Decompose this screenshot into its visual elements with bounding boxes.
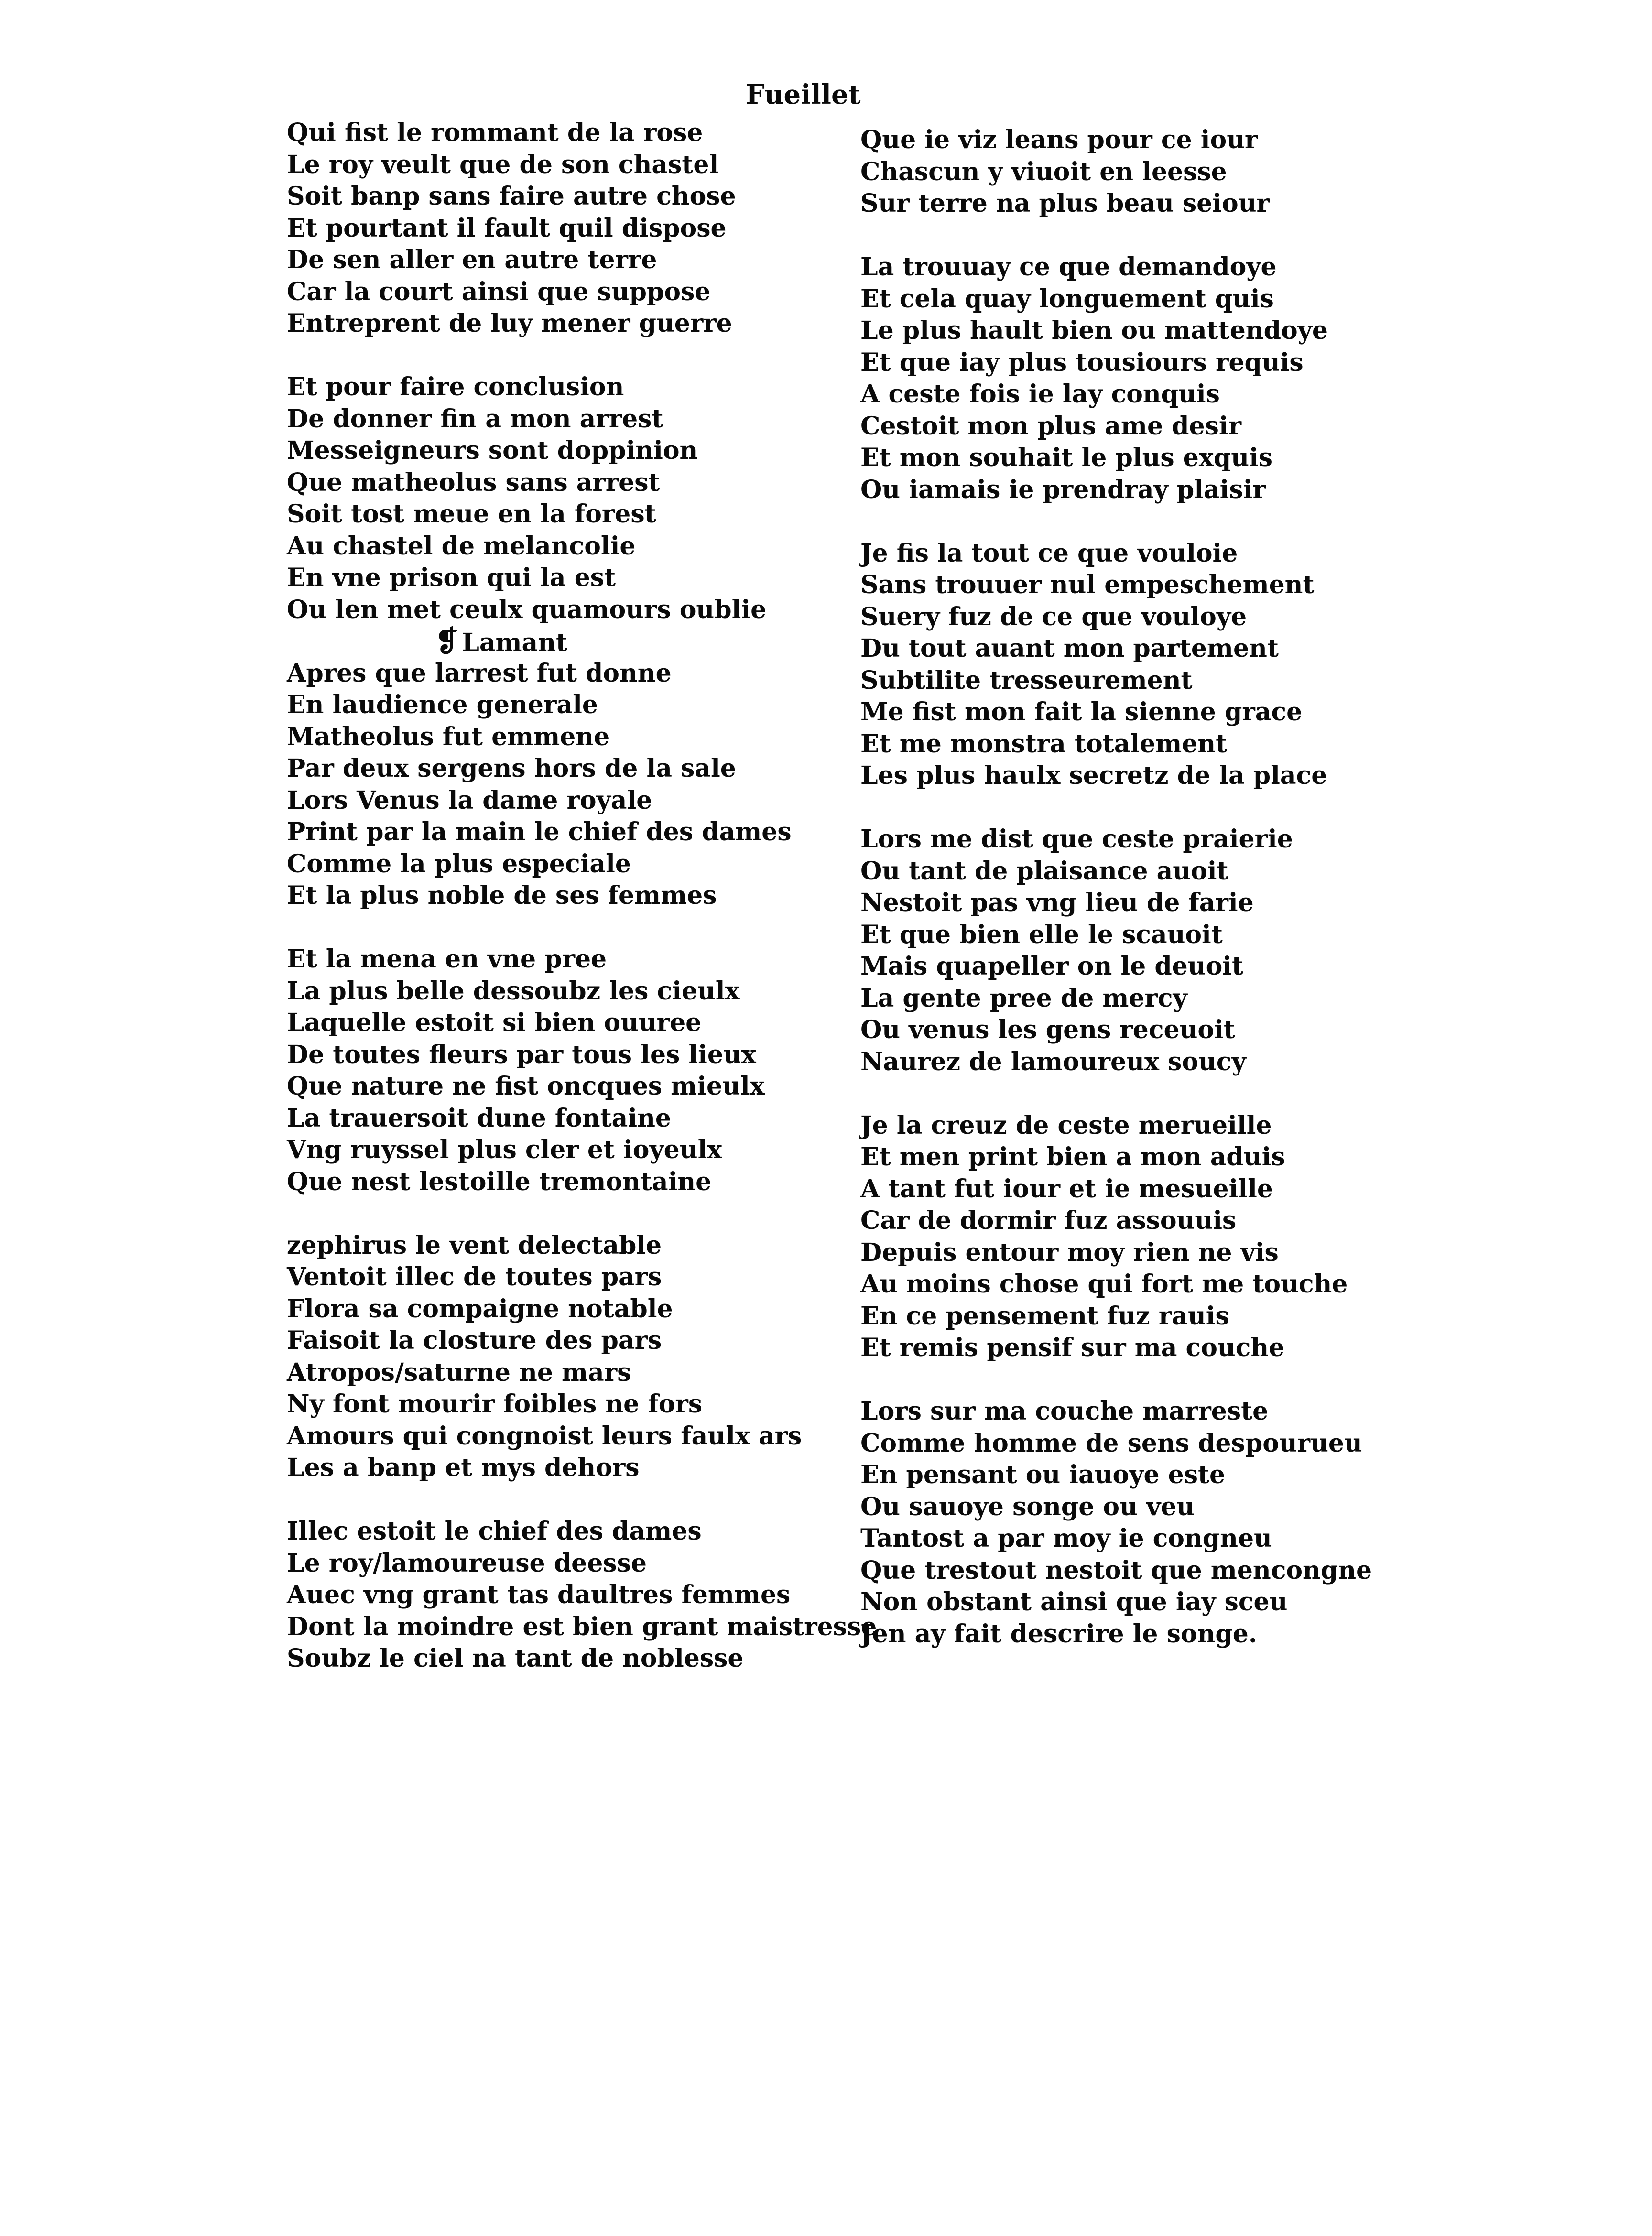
verse-line: Lors me dist que ceste praierie (860, 825, 1293, 854)
verse-line: Amours qui congnoist leurs faulx ars (287, 1421, 802, 1451)
verse-line: Et pourtant il fault quil dispose (287, 213, 727, 243)
stanza-break (860, 1364, 1372, 1396)
stanza-break (287, 340, 877, 372)
verse-line: Subtilite tresseurement (860, 665, 1193, 695)
verse-line: zephirus le vent delectable (287, 1230, 662, 1260)
pilcrow-mark: ❡ (435, 625, 459, 658)
verse-line: La trouuay ce que demandoye (860, 252, 1277, 282)
verse-line: Que matheolus sans arrest (287, 467, 660, 497)
verse-line: Par deux sergens hors de la sale (287, 754, 736, 783)
verse-line: Non obstant ainsi que iay sceu (860, 1587, 1288, 1617)
verse-line: Ny font mourir foibles ne fors (287, 1389, 703, 1419)
verse-line: Entreprent de luy mener guerre (287, 309, 732, 338)
verse-line: Faisoit la closture des pars (287, 1326, 662, 1355)
verse-line: Jen ay fait descrire le songe. (860, 1619, 1257, 1649)
verse-line: Vng ruyssel plus cler et ioyeulx (287, 1135, 722, 1164)
stanza-break (860, 220, 1372, 252)
verse-line: Flora sa compaigne notable (287, 1294, 673, 1324)
verse-line: Et pour faire conclusion (287, 372, 624, 402)
stanza-break (287, 912, 877, 944)
verse-line: Soit tost meue en la forest (287, 499, 656, 529)
verse-line: Les a banp et mys dehors (287, 1453, 640, 1482)
verse-line: Qui fist le rommant de la rose (287, 118, 703, 147)
left-column (287, 117, 877, 1675)
verse-line: Cestoit mon plus ame desir (860, 411, 1242, 441)
stanza-break (860, 792, 1372, 824)
verse-line: Ou tant de plaisance auoit (860, 856, 1228, 886)
verse-line: Matheolus fut emmene (287, 722, 610, 751)
verse-line: De donner fin a mon arrest (287, 404, 663, 434)
verse-line: Naurez de lamoureux soucy (860, 1047, 1246, 1076)
verse-line: Print par la main le chief des dames (287, 817, 792, 847)
verse-line: Et que bien elle le scauoit (860, 920, 1223, 949)
verse-line: Sur terre na plus beau seiour (860, 189, 1270, 218)
verse-line: Car la court ainsi que suppose (287, 277, 711, 306)
verse-line: Ou iamais ie prendray plaisir (860, 475, 1266, 504)
verse-line: En laudience generale (287, 690, 598, 719)
verse-line: Je fis la tout ce que vouloie (860, 538, 1238, 568)
verse-line: Les plus haulx secretz de la place (860, 761, 1327, 790)
verse-line: De toutes fleurs par tous les lieux (287, 1040, 756, 1069)
verse-line: Et remis pensif sur ma couche (860, 1333, 1285, 1362)
stanza-break (287, 1484, 877, 1516)
verse-line: La plus belle dessoubz les cieulx (287, 976, 740, 1006)
running-header: Fueillet (746, 79, 861, 110)
verse-line: A ceste fois ie lay conquis (860, 380, 1220, 409)
verse-line: Sans trouuer nul empeschement (860, 570, 1315, 599)
verse-line: En pensant ou iauoye este (860, 1460, 1226, 1489)
verse-line: La gente pree de mercy (860, 983, 1187, 1013)
verse-line: Dont la moindre est bien grant maistresse (287, 1612, 877, 1641)
verse-line: Le roy/lamoureuse deesse (287, 1548, 647, 1578)
verse-line: Et me monstra totalement (860, 729, 1228, 759)
verse-line: Tantost a par moy ie congneu (860, 1524, 1272, 1553)
verse-line: Que ie viz leans pour ce iour (860, 125, 1258, 154)
stanza-break (860, 1078, 1372, 1110)
verse-line: Nestoit pas vng lieu de farie (860, 888, 1254, 917)
verse-line: En ce pensement fuz rauis (860, 1301, 1229, 1331)
right-column (860, 124, 1372, 1650)
verse-line: Du tout auant mon partement (860, 634, 1279, 663)
verse-line: Chascun y viuoit en leesse (860, 157, 1227, 186)
verse-line: Et mon souhait le plus exquis (860, 443, 1273, 472)
verse-line: Suery fuz de ce que vouloye (860, 602, 1247, 631)
verse-line: De sen aller en autre terre (287, 245, 657, 274)
verse-line: Soubz le ciel na tant de noblesse (287, 1644, 744, 1673)
verse-line: Messeigneurs sont doppinion (287, 436, 698, 465)
verse-line: Je la creuz de ceste merueille (860, 1110, 1272, 1140)
verse-line: Depuis entour moy rien ne vis (860, 1237, 1279, 1267)
verse-line: Le roy veult que de son chastel (287, 150, 719, 179)
verse-line: Illec estoit le chief des dames (287, 1517, 702, 1546)
verse-line: Que nest lestoille tremontaine (287, 1167, 712, 1196)
stanza-break (860, 506, 1372, 538)
verse-line: Atropos/saturne ne mars (287, 1357, 631, 1387)
verse-line: Et cela quay longuement quis (860, 284, 1274, 314)
verse-line: Comme la plus especiale (287, 849, 631, 879)
verse-line: Mais quapeller on le deuoit (860, 952, 1244, 981)
verse-line: Ou venus les gens receuoit (860, 1015, 1235, 1044)
verse-line: Au chastel de melancolie (287, 531, 636, 561)
verse-line: Car de dormir fuz assouuis (860, 1206, 1237, 1235)
speaker-name: Lamant (462, 628, 568, 657)
verse-line: A tant fut iour et ie mesueille (860, 1174, 1273, 1204)
verse-line: Que trestout nestoit que mencongne (860, 1555, 1372, 1585)
verse-line: Et la plus noble de ses femmes (287, 881, 717, 910)
verse-line: Que nature ne fist oncques mieulx (287, 1072, 765, 1101)
verse-line: Soit banp sans faire autre chose (287, 182, 736, 211)
verse-line: Auec vng grant tas daultres femmes (287, 1580, 791, 1609)
verse-line: En vne prison qui la est (287, 563, 616, 592)
verse-line: Et men print bien a mon aduis (860, 1142, 1285, 1172)
verse-line: Ou len met ceulx quamours oublie (287, 595, 767, 624)
verse-line: Et la mena en vne pree (287, 944, 607, 974)
verse-line: Me fist mon fait la sienne grace (860, 697, 1303, 727)
verse-line: Comme homme de sens despourueu (860, 1428, 1362, 1458)
verse-line: La trauersoit dune fontaine (287, 1103, 671, 1133)
verse-line: Au moins chose qui fort me touche (860, 1270, 1348, 1299)
verse-line: Apres que larrest fut donne (287, 658, 672, 688)
verse-line: Ventoit illec de toutes pars (287, 1262, 662, 1292)
verse-line: Lors sur ma couche marreste (860, 1397, 1269, 1426)
verse-line: Ou sauoye songe ou veu (860, 1492, 1195, 1521)
speaker-rubric (287, 626, 877, 658)
verse-line: Laquelle estoit si bien ouuree (287, 1008, 702, 1037)
verse-line: Le plus hault bien ou mattendoye (860, 316, 1328, 345)
verse-line: Et que iay plus tousiours requis (860, 347, 1304, 377)
verse-line: Lors Venus la dame royale (287, 785, 652, 815)
stanza-break (287, 1198, 877, 1230)
